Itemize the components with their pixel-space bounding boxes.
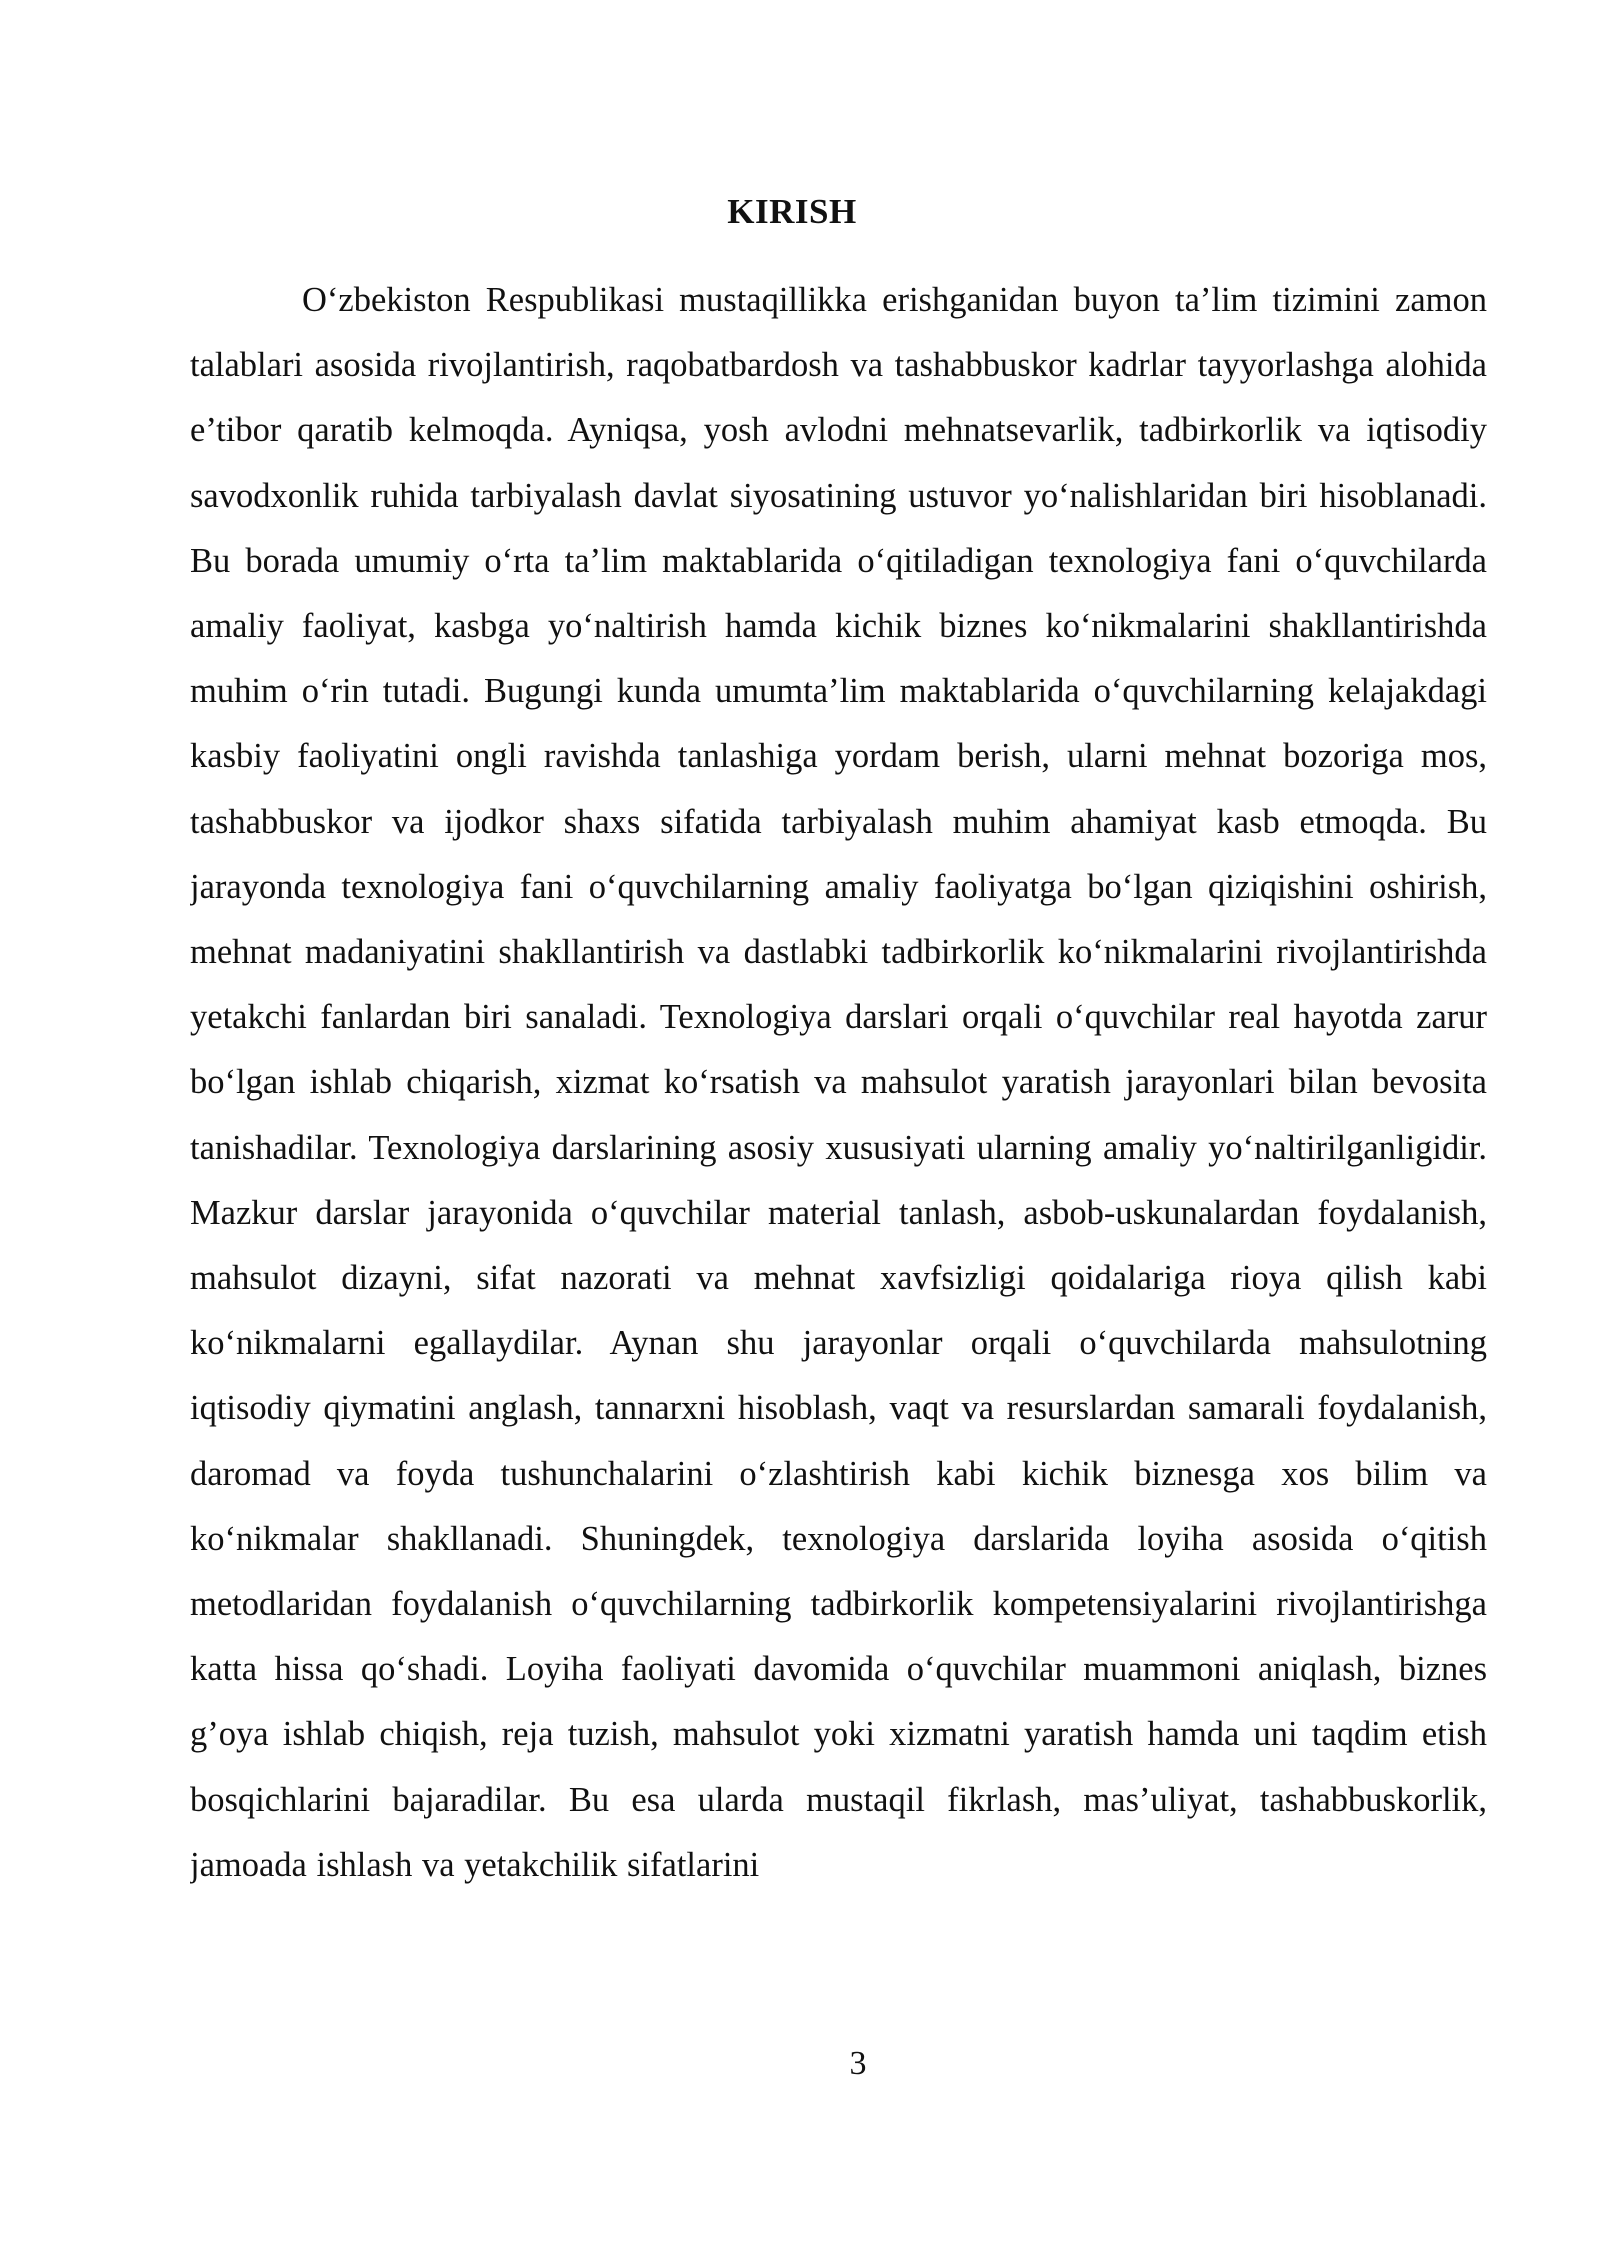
- page-number: 3: [849, 2045, 867, 2082]
- section-title: KIRISH: [727, 192, 857, 231]
- body-paragraph: O‘zbekiston Respublikasi mustaqillikka erishganidan buyon ta’lim tizimini zamon talablari asosida rivojlantirish, raqobatbardosh va tashabbuskor kadrlar tayyorlashga alohida e’tibor qaratib kelmoqda. Ayniqsa, yosh avlodni mehnatsevarlik, tadbirkorlik va iqtisodiy savodxonlik ruhida tarbiyalash davlat siyosatining ustuvor yo‘nalishlaridan biri hisoblanadi. Bu borada umumiy o‘rta ta’lim maktablarida o‘qitiladigan texnologiya fani o‘quvchilarda amaliy faoliyat, kasbga yo‘naltirish hamda kichik biznes ko‘nikmalarini shakllantirishda muhim o‘rin tutadi. Bugungi kunda umumta’lim maktablarida o‘quvchilarning kelajakdagi kasbiy faoliyatini ongli ravishda tanlashiga yordam berish, ularni mehnat bozoriga mos, tashabbuskor va ijodkor shaxs sifatida tarbiyalash muhim ahamiyat kasb etmoqda. Bu jarayonda texnologiya fani o‘quvchilarning amaliy faoliyatga bo‘lgan qiziqishini oshirish, mehnat madaniyatini shakllantirish va dastlabki tadbirkorlik ko‘nikmalarini rivojlantirishda yetakchi fanlardan biri sanaladi. Texnologiya darslari orqali o‘quvchilar real hayotda zarur bo‘lgan ishlab chiqarish, xizmat ko‘rsatish va mahsulot yaratish jarayonlari bilan bevosita tanishadilar. Texnologiya darslarining asosiy xususiyati ularning amaliy yo‘naltirilganligidir. Mazkur darslar jarayonida o‘quvchilar material tanlash, asbob-uskunalardan foydalanish, mahsulot dizayni, sifat nazorati va mehnat xavfsizligi qoidalariga rioya qilish kabi ko‘nikmalarni egallaydilar. Aynan shu jarayonlar orqali o‘quvchilarda mahsulotning iqtisodiy qiymatini anglash, tannarxni hisoblash, vaqt va resurslardan samarali foydalanish, daromad va foyda tushunchalarini o‘zlashtirish kabi kichik biznesga xos bilim va ko‘nikmalar shakllanadi. Shuningdek, texnologiya darslarida loyiha asosida o‘qitish metodlaridan foydalanish o‘quvchilarning tadbirkorlik kompetensiyalarini rivojlantirishga katta hissa qo‘shadi. Loyiha faoliyati davomida o‘quvchilar muammoni aniqlash, biznes g’oya ishlab chiqish, reja tuzish, mahsulot yoki xizmatni yaratish hamda uni taqdim etish bosqichlarini bajaradilar. Bu esa ularda mustaqil fikrlash, mas’uliyat, tashabbuskorlik, jamoada ishlash va yetakchilik sifatlarini: [190, 281, 1487, 1884]
